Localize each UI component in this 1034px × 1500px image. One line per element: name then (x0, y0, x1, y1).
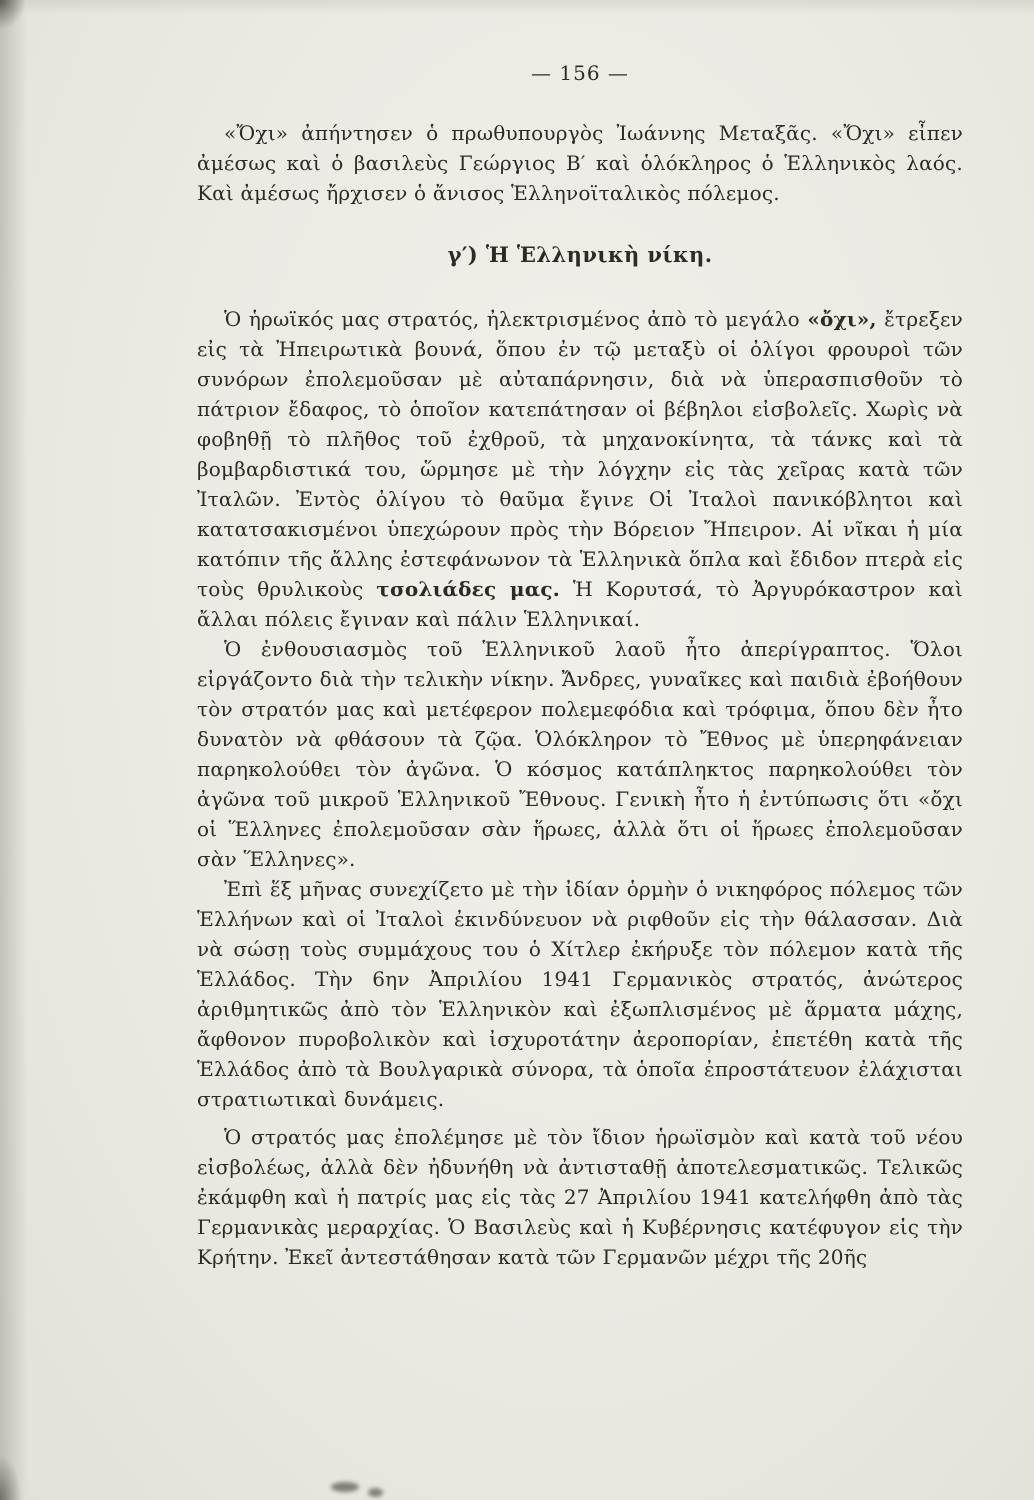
text-run: Ὁ στρατός μας ἐπολέμησε μὲ τὸν ἴδιον ἡρωϊσμὸν καὶ κατὰ τοῦ νέου εἰσβολέως, ἀλλὰ δὲν ἠδυνήθη νὰ ἀντισταθῇ ἀποτελεσματικῶς. Τελικῶς ἐκάμφθη καὶ ἡ πατρίς μας εἰς τὰς 27 Ἀπριλίου 1941 κατελήφθη ἀπὸ τὰς Γερμανικὰς μεραρχίας. Ὁ Βασιλεὺς καὶ ἡ Κυβέρνησις κατέφυγον εἰς τὴν Κρήτην. Ἐκεῖ ἀντεστάθησαν κατὰ τῶν Γερμανῶν μέχρι τῆς 20ῆς (197, 1125, 963, 1269)
page-number: — 156 — (531, 61, 629, 85)
emphasized-text: τσολιάδες μας. (376, 577, 560, 601)
scan-corner-smudge-top (0, 0, 26, 30)
text-run: Ἐπὶ ἕξ μῆνας συνεχίζετο μὲ τὴν ἰδίαν ὁρμὴν ὁ νικηφόρος πόλεμος τῶν Ἑλλήνων καὶ οἱ Ἰταλοὶ ἐκινδύνευον νὰ ριφθοῦν εἰς τὴν θάλασσαν. Διὰ νὰ σώσῃ τοὺς συμμάχους του ὁ Χίτλερ ἐκήρυξε τὸν πόλεμον κατὰ τῆς Ἑλλάδος. Τὴν 6ην Ἀπριλίου 1941 Γερμανικὸς στρατός, ἀνώτερος ἀριθμητικῶς ἀπὸ τὸν Ἑλληνικὸν καὶ ἐξωπλισμένος μὲ ἅρματα μάχης, ἄφθονον πυροβολικὸν καὶ ἰσχυροτάτην ἀεροπορίαν, ἐπετέθη κατὰ τῆς Ἑλλάδος ἀπὸ τὰ Βουλγαρικὰ σύνορα, τὰ ὁποῖα ἐπροστάτευον ἐλάχισται στρατιωτικαὶ δυνάμεις. (197, 877, 963, 1111)
intro-paragraph (197, 118, 963, 208)
page-content (197, 58, 963, 1272)
paragraph-enthusiasm (197, 634, 963, 874)
text-run: Ὁ ἡρωϊκός μας στρατός, ἠλεκτρισμένος ἀπὸ τὸ μεγάλο (224, 307, 808, 331)
paragraph-occupation (197, 1122, 963, 1272)
text-run: Ἡ Κορυτσά, τὸ Ἀργυρόκαστρον καὶ ἄλλαι πόλεις ἔγιναν καὶ πάλιν Ἑλληνικαί. (197, 577, 963, 631)
scan-edge-shadow-left (0, 0, 28, 1500)
section-heading: γ′) Ἡ Ἑλληνικὴ νίκη. (447, 242, 713, 267)
paragraph-greek-victory (197, 304, 963, 634)
text-run: «Ὄχι» ἀπήντησεν ὁ πρωθυπουργὸς Ἰωάννης Μεταξᾶς. «Ὄχι» εἶπεν ἀμέσως καὶ ὁ βασιλεὺς Γεώργιος Β′ καὶ ὁλόκληρος ὁ Ἑλληνικὸς λαός. Καὶ ἀμέσως ἤρχισεν ὁ ἄνισος Ἑλληνοϊταλικὸς πόλεμος. (197, 121, 963, 205)
text-run: Ὁ ἐνθουσιασμὸς τοῦ Ἑλληνικοῦ λαοῦ ἦτο ἀπερίγραπτος. Ὅλοι εἰργάζοντο διὰ τὴν τελικὴν νίκην. Ἄνδρες, γυναῖκες καὶ παιδιὰ ἐβοήθουν τὸν στρατόν μας καὶ μετέφερον πολεμεφόδια καὶ τρόφιμα, ὅπου δὲν ἦτο δυνατὸν νὰ φθάσουν τὰ ζῷα. Ὁλόκληρον τὸ Ἔθνος μὲ ὑπερηφάνειαν παρηκολούθει τὸν ἀγῶνα. Ὁ κόσμος κατάπληκτος παρηκολούθει τὸν ἀγῶνα τοῦ μικροῦ Ἑλληνικοῦ Ἔθνους. Γενικὴ ἦτο ἡ ἐντύπωσις ὅτι «ὄχι οἱ Ἕλληνες ἐπολεμοῦσαν σὰν ἥρωες, ἀλλὰ ὅτι οἱ ἥρωες ἐπολεμοῦσαν σὰν Ἕλληνες». (197, 637, 963, 871)
scan-edge-shadow-top (0, 0, 1034, 14)
emphasized-text: «ὄχι», (807, 307, 877, 331)
paragraph-german-attack (197, 874, 963, 1114)
scan-bottom-smudge (368, 1488, 383, 1497)
scan-corner-smudge-bottom (0, 1454, 22, 1500)
text-run: ἔτρεξεν εἰς τὰ Ἠπειρωτικὰ βουνά, ὅπου ἐν τῷ μεταξὺ οἱ ὀλίγοι φρουροὶ τῶν συνόρων ἐπολεμοῦσαν μὲ αὐταπάρνησιν, διὰ νὰ ὑπερασπισθοῦν τὸ πάτριον ἔδαφος, τὸ ὁποῖον κατεπάτησαν οἱ βέβηλοι εἰσβολεῖς. Χωρὶς νὰ φοβηθῇ τὸ πλῆθος τοῦ ἐχθροῦ, τὰ μηχανοκίνητα, τὰ τάνκς καὶ τὰ βομβαρδιστικά του, ὥρμησε μὲ τὴν λόγχην εἰς τὰς χεῖρας κατὰ τῶν Ἰταλῶν. Ἐντὸς ὀλίγου τὸ θαῦμα ἔγινε Οἱ Ἰταλοὶ πανικόβλητοι καὶ κατατσακισμένοι ὑπεχώρουν πρὸς τὴν Βόρειον Ἤπειρον. Αἱ νῖκαι ἡ μία κατόπιν τῆς ἄλλης ἐστεφάνωνον τὰ Ἑλληνικὰ ὅπλα καὶ ἔδιδον πτερὰ εἰς τοὺς θρυλικοὺς (197, 307, 963, 601)
scan-bottom-smudge (331, 1482, 359, 1492)
